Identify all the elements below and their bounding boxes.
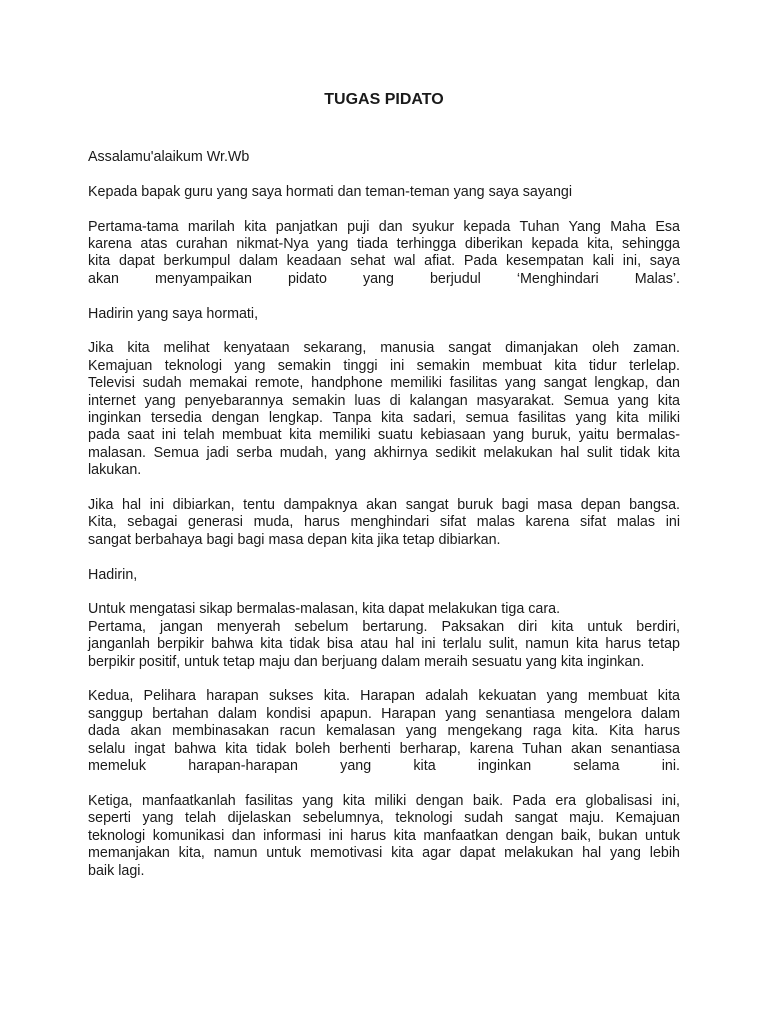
text-line: baik lagi. — [88, 862, 145, 879]
body-paragraph — [88, 688, 680, 775]
text-line: akan menyampaikan pidato yang berjudul ‘Menghindari Malas’. — [88, 270, 680, 287]
text-line: Pertama, jangan menyerah sebelum bertarung. Paksakan diri kita untuk berdiri, — [88, 618, 680, 635]
text-line: Kemajuan teknologi yang semakin tinggi ini semakin membuat kita tidur terlelap. — [88, 357, 680, 374]
text-line: Ketiga, manfaatkanlah fasilitas yang kita miliki dengan baik. Pada era globalisasi ini, — [88, 792, 680, 809]
text-line: sangat berbahaya bagi bagi masa depan kita jika tetap dibiarkan. — [88, 531, 501, 548]
text-line: pada saat ini telah membuat kita memiliki suatu kebiasaan yang buruk, yaitu bermalas- — [88, 427, 680, 444]
address-paragraph — [88, 306, 680, 323]
text-line: lakukan. — [88, 462, 142, 479]
text-line: kita dapat berkumpul dalam keadaan sehat wal afiat. Pada kesempatan kali ini, saya — [88, 253, 680, 270]
text-line: inginkan tersedia dengan lengkap. Tanpa kita sadari, semua fasilitas yang kita miliki — [88, 410, 680, 427]
text-line: memanjakan kita, namun untuk memotivasi kita agar dapat melakukan hal yang lebih — [88, 845, 680, 862]
text-line: Kepada bapak guru yang saya hormati dan teman-teman yang saya sayangi — [88, 183, 573, 200]
salutation — [88, 184, 680, 201]
text-line: Kedua, Pelihara harapan sukses kita. Harapan adalah kekuatan yang membuat kita — [88, 688, 680, 705]
text-line: karena atas curahan nikmat-Nya yang tiada terhingga diberikan kepada kita, sehingga — [88, 236, 680, 252]
text-line: sanggup bertahan dalam kondisi apapun. Harapan yang senantiasa mengelora dalam — [88, 705, 680, 722]
text-line: teknologi komunikasi dan informasi ini harus kita manfaatkan dengan baik, bukan untuk — [88, 827, 680, 844]
text-line: memeluk harapan-harapan yang kita inginkan selama ini. — [88, 758, 680, 775]
text-line: dada akan membinasakan racun kemalasan yang mengekang raga kita. Kita harus — [88, 723, 680, 740]
text-line: berpikir positif, untuk tetap maju dan berjuang dalam meraih sesuatu yang kita inginkan. — [88, 653, 645, 670]
opening-paragraph — [88, 219, 680, 289]
body-paragraph — [88, 601, 680, 671]
address-paragraph — [88, 567, 680, 584]
body-paragraph — [88, 340, 680, 479]
text-line: Televisi sudah memakai remote, handphone memiliki fasilitas yang sangat lengkap, dan — [88, 375, 680, 392]
text-line: Untuk mengatasi sikap bermalas-malasan, kita dapat melakukan tiga cara. — [88, 601, 561, 618]
text-line: Assalamu'alaikum Wr.Wb — [88, 149, 250, 165]
greeting — [88, 149, 680, 166]
text-line: Jika hal ini dibiarkan, tentu dampaknya akan sangat buruk bagi masa depan bangsa. — [88, 497, 680, 514]
text-line: Kita, sebagai generasi muda, harus menghindari sifat malas karena sifat malas ini — [88, 514, 680, 531]
text-line: Hadirin yang saya hormati, — [88, 305, 259, 322]
text-line: Jika kita melihat kenyataan sekarang, manusia sangat dimanjakan oleh zaman. — [88, 340, 680, 357]
text-line: selalu ingat bahwa kita tidak boleh berhenti berharap, karena Tuhan akan senantiasa — [88, 740, 680, 757]
text-line: malasan. Semua jadi serba mudah, yang akhirnya sedikit melakukan hal sulit tidak kita — [88, 444, 680, 461]
text-line: Pertama-tama marilah kita panjatkan puji dan syukur kepada Tuhan Yang Maha Esa — [88, 218, 680, 235]
body-paragraph — [88, 793, 680, 880]
document-title: TUGAS PIDATO — [324, 91, 444, 108]
speech-body — [88, 149, 680, 897]
text-line: Hadirin, — [88, 566, 138, 583]
text-line: seperti yang telah dijelaskan sebelumnya, teknologi sudah sangat maju. Kemajuan — [88, 810, 680, 827]
body-paragraph — [88, 497, 680, 549]
text-line: internet yang penyebarannya semakin luas di kalangan masyarakat. Semua yang kita — [88, 392, 680, 409]
text-line: janganlah berpikir bahwa kita tidak bisa atau hal ini terlalu sulit, namun kita harus tetap — [88, 636, 680, 653]
